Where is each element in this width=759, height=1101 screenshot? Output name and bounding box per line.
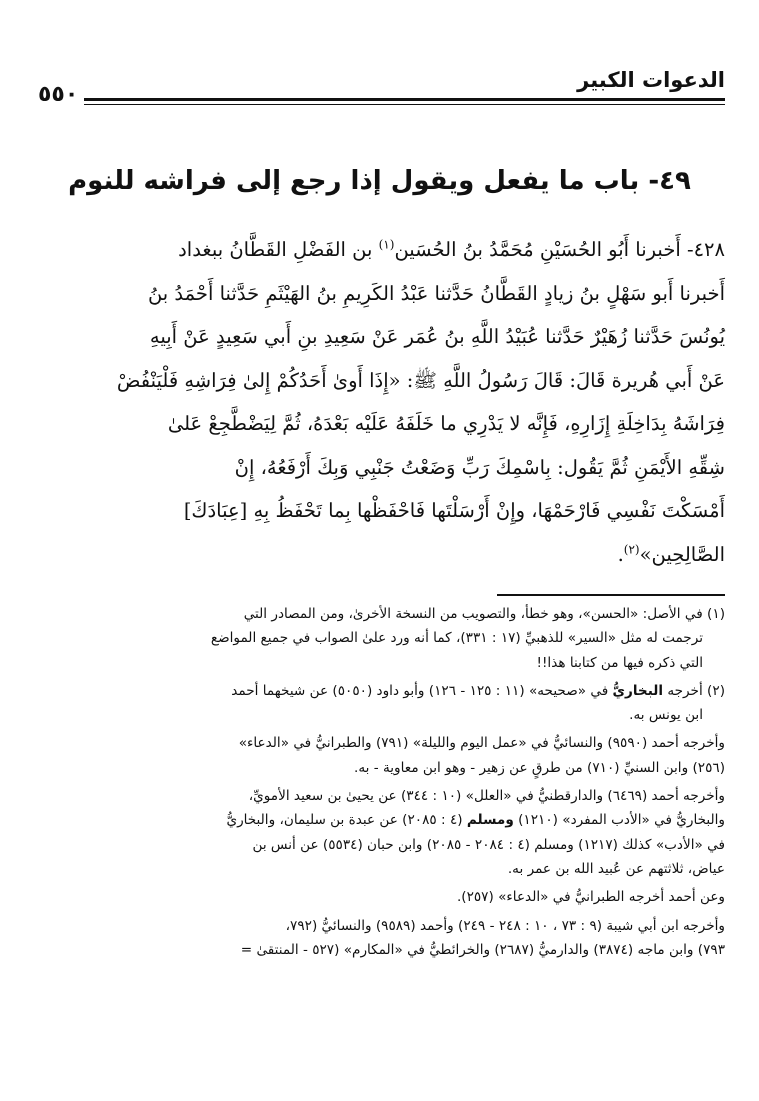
footnote-1-line-3: التي ذكره فيها من كتابنا هذا!! <box>536 654 703 671</box>
footnote-p3-line-1: وأخرجه أحمد (٩٥٩٠) والنسائيُّ في «عمل اليوم والليلة» (٧٩١) والطبرانيُّ في «الدعاء» <box>238 735 725 752</box>
running-title: الدعوات الكبير <box>577 68 725 92</box>
main-text <box>34 228 725 576</box>
footnote-2-line-1c: في «صحيحه» (١١ : ١٢٥ - ١٢٦) وأبو داود (٥٠٥٠) عن شيخهما أحمد <box>231 682 613 699</box>
main-line-1b: بن الفَضْلِ القَطَّانُ ببغداد <box>178 238 373 261</box>
footnote-paragraph-6 <box>34 914 725 963</box>
footnote-2 <box>34 679 725 728</box>
main-line-2: أَخبرنا أَبو سَهْلٍ بنُ زيادٍ القَطَّانُ حَدَّثنا عَبْدُ الكَرِيمِ بنُ الهَيْثَمِ حَدَّثنا أَحْمَدُ بنُ <box>147 281 725 305</box>
footnote-p4-line-4: عياض، ثلاثتهم عن عُبيد الله بن عمر به. <box>507 860 725 877</box>
running-header <box>34 62 725 122</box>
footnote-2-line-2: ابن يونس به. <box>629 707 703 724</box>
main-line-6: شِقِّهِ الأَيْمَنِ ثُمَّ يَقُول: بِاسْمِكَ رَبِّ وَضَعْتُ جَنْبِي وَبِكَ أَرْفَعُهُ، إِنْ <box>234 455 725 479</box>
main-line-5: فِرَاشَهُ بِدَاخِلَةِ إِزَارِهِ، فَإِنَّه لا يَدْرِي ما خَلَفَهُ عَلَيْه بَعْدَهُ، ثُمَّ لِيَضْطَّجِعْ عَلىٰ <box>167 412 725 435</box>
footnote-p3-line-2: (٢٥٦) وابن السنيِّ (٧١٠) من طرقٍ عن زهير - وهو ابن معاوية - به. <box>354 759 725 776</box>
main-line-8 <box>34 533 725 577</box>
footnote-p4-muslim: ومسلم <box>466 812 514 829</box>
footnote-1-line-2: ترجمت له مثل «السير» للذهبيِّ (١٧ : ٣٣١)، كما أنه ورد علىٰ الصواب في جميع المواضع <box>210 630 703 647</box>
footnote-paragraph-3 <box>34 731 725 780</box>
chapter-heading: ٤٩- باب ما يفعل ويقول إذا رجع إلى فراشه للنوم <box>68 166 691 196</box>
footnote-p6-line-1: وأخرجه ابن أبي شيبة (٩ : ٧٣ ، ١٠ : ٢٤٨ - ٢٤٩) وأحمد (٩٥٨٩) والنسائيُّ (٧٩٢، <box>285 917 725 934</box>
header-rule-thick <box>34 98 725 101</box>
main-line-8b: . <box>617 542 624 566</box>
footnote-paragraph-5 <box>34 885 725 909</box>
footnote-p4-line-2 <box>34 808 725 832</box>
main-line-1 <box>34 228 725 272</box>
footnote-1 <box>34 602 725 675</box>
footnote-p4-line-1: وأخرجه أحمد (٦٤٦٩) والدارقطنيُّ في «العلل» (١٠ : ٣٤٤) عن يحيىٰ بن سعيد الأمويِّ، <box>248 788 725 805</box>
page-number: ٥٥٠ <box>34 82 84 107</box>
main-line-8a: الصَّالِحِين» <box>639 542 725 566</box>
footnote-separator <box>497 594 725 596</box>
main-line-1a: ٤٢٨- أَخبرنا أَبُو الحُسَيْنِ مُحَمَّدُ بنُ الحُسَين <box>394 238 725 261</box>
footnote-p5-line-1: وعن أحمد أخرجه الطبرانيُّ في «الدعاء» (٢٥٧). <box>456 889 725 906</box>
footnote-ref-1: (١) <box>378 237 395 252</box>
footnote-ref-2: (٢) <box>623 542 640 556</box>
main-line-3: يُونُسَ حَدَّثنا زُهَيْرٌ حَدَّثنا عُبَيْدُ اللَّهِ بنُ عُمَر عَنْ سَعِيدِ بنِ أَبي سَعِيدٍ عَنْ أَبِيهِ <box>149 325 725 348</box>
footnote-p4-line-2c: (٤ : ٢٠٨٥) عن عبدة بن سليمان، والبخاريُّ <box>226 812 467 829</box>
header-rule-thin <box>34 104 725 105</box>
footnote-paragraph-4 <box>34 784 725 881</box>
footnote-p4-line-3: في «الأدب» كذلك (١٢١٧) ومسلم (٤ : ٢٠٨٤ - ٢٠٨٥) وابن حبان (٥٥٣٤) عن أنس بن <box>252 836 725 853</box>
footnote-1-line-1: (١) في الأصل: «الحسن»، وهو خطأ، والتصويب من النسخة الأخرىٰ، ومن المصادر التي <box>243 606 725 622</box>
footnote-p6-line-2: ٧٩٣) وابن ماجه (٣٨٧٤) والدارميُّ (٢٦٨٧) والخرائطيُّ في «المكارم» (٥٢٧ - المنتقىٰ = <box>240 941 725 958</box>
main-line-7: أَمْسَكْتَ نَفْسِي فَارْحَمْهَا، وإِنْ أَرْسَلْتَها فَاحْفَظْها بِما تَحْفَظُ بِهِ [عِبَادَكَ] <box>183 499 725 522</box>
footnote-p4-line-2a: والبخاريُّ في «الأدب المفرد» (١٢١٠) <box>513 812 725 829</box>
footnote-2-line-1a: (٢) أخرجه <box>663 682 725 699</box>
main-line-4: عَنْ أَبي هُريرة قَالَ: قَالَ رَسُولُ اللَّهِ ﷺ: «إِذَا أَوىٰ أَحَدُكُمْ إِلىٰ فِرَاشِهِ فَلْيَنْفُضْ <box>116 368 725 392</box>
footnote-2-bukhari: البخاريُّ <box>612 682 664 699</box>
footnote-2-line-1 <box>34 679 725 703</box>
footnotes <box>34 602 725 966</box>
